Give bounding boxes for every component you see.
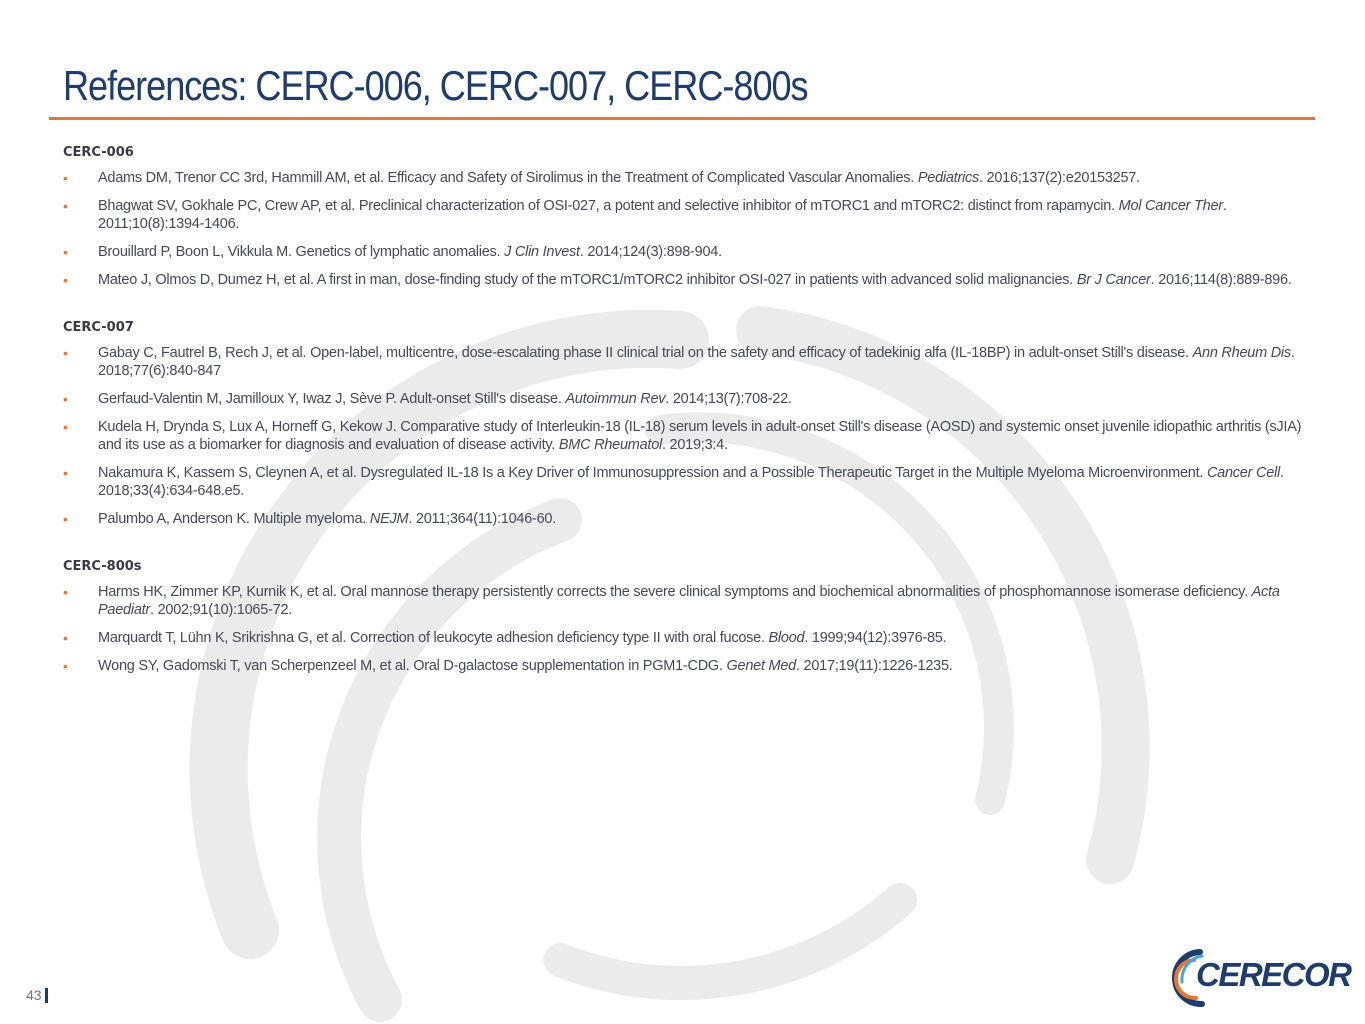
journal-name: Cancer Cell — [1206, 465, 1280, 481]
citation-details: . 2002;91(10):1065-72. — [150, 602, 293, 618]
reference-text: Adams DM, Trenor CC 3rd, Hammill AM, et al. Efficacy and Safety of Sirolimus in the Treatment of Complicated Vascular Anomalies. — [98, 170, 918, 186]
citation-details: . 2019;3:4. — [661, 437, 728, 453]
page-number-bar — [45, 988, 48, 1003]
reference-item — [63, 629, 1303, 647]
reference-section — [63, 143, 1303, 289]
reference-text: Palumbo A, Anderson K. Multiple myeloma. — [98, 511, 370, 527]
journal-name: Mol Cancer Ther — [1118, 198, 1223, 214]
references-content — [63, 143, 1303, 704]
citation-details: . 2018;77(6):840-847 — [98, 345, 1295, 379]
journal-name: NEJM — [369, 511, 409, 527]
citation-details: . 2017;19(11):1226-1235. — [796, 658, 953, 674]
journal-name: BMC Rheumatol — [558, 437, 662, 453]
reference-item — [63, 271, 1303, 289]
reference-list — [63, 583, 1303, 675]
citation-details: . 2011;364(11):1046-60. — [408, 511, 557, 527]
citation-details: . 2016;114(8):889-896. — [1150, 272, 1292, 288]
reference-item — [63, 510, 1303, 528]
journal-name: Autoimmun Rev — [565, 391, 666, 407]
journal-name: Genet Med — [726, 658, 796, 674]
reference-text: Marquardt T, Lühn K, Srikrishna G, et al. Correction of leukocyte adhesion deficiency type II with oral fucose. — [98, 630, 769, 646]
citation-details: . 2016;137(2):e20153257. — [979, 170, 1140, 186]
reference-text: Brouillard P, Boon L, Vikkula M. Genetics of lymphatic anomalies. — [98, 244, 505, 260]
reference-section — [63, 557, 1303, 675]
page-title: References: CERC-006, CERC-007, CERC-800s — [63, 62, 808, 109]
title-divider — [49, 117, 1315, 120]
reference-item — [63, 197, 1303, 233]
reference-item — [63, 657, 1303, 675]
section-heading: CERC-007 — [63, 320, 134, 335]
logo-wordmark: CERECOR — [1196, 956, 1351, 993]
reference-item — [63, 344, 1303, 380]
citation-details: . 2014;13(7):708-22. — [665, 391, 792, 407]
journal-name: Ann Rheum Dis — [1192, 345, 1291, 361]
reference-item — [63, 169, 1303, 187]
reference-text: Bhagwat SV, Gokhale PC, Crew AP, et al. Preclinical characterization of OSI-027, a potent and selective inhibitor of mTORC1 and mTORC2: distinct from rapamycin. — [98, 198, 1119, 214]
reference-text: Mateo J, Olmos D, Dumez H, et al. A first in man, dose-finding study of the mTORC1/mTORC2 inhibitor OSI-027 in patients with advanced solid malignancies. — [98, 272, 1077, 288]
reference-item — [63, 418, 1303, 454]
cerecor-logo — [1172, 946, 1351, 1008]
reference-section — [63, 318, 1303, 528]
reference-item — [63, 243, 1303, 261]
journal-name: Br J Cancer — [1076, 272, 1151, 288]
reference-item — [63, 390, 1303, 408]
journal-name: Pediatrics — [917, 170, 979, 186]
reference-text: Harms HK, Zimmer KP, Kurnik K, et al. Oral mannose therapy persistently corrects the severe clinical symptoms and biochemical abnormalities of phosphomannose isomerase deficiency. — [98, 584, 1252, 600]
reference-list — [63, 344, 1303, 528]
section-heading: CERC-006 — [63, 145, 134, 160]
reference-text: Gerfaud-Valentin M, Jamilloux Y, Iwaz J, Sève P. Adult-onset Still's disease. — [98, 391, 566, 407]
reference-text: Wong SY, Gadomski T, van Scherpenzeel M, et al. Oral D-galactose supplementation in PGM1-CDG. — [98, 658, 727, 674]
reference-item — [63, 464, 1303, 500]
journal-name: Acta Paediatr — [98, 584, 1280, 618]
journal-name: Blood — [768, 630, 805, 646]
citation-details: . 2011;10(8):1394-1406. — [98, 198, 1227, 232]
page-number: 43 — [26, 987, 42, 1003]
section-heading: CERC-800s — [63, 559, 142, 574]
reference-text: Nakamura K, Kassem S, Cleynen A, et al. Dysregulated IL-18 Is a Key Driver of Immunosuppression and a Possible Therapeutic Target in the Multiple Myeloma Microenvironment. — [98, 465, 1207, 481]
reference-text: Gabay C, Fautrel B, Rech J, et al. Open-label, multicentre, dose-escalating phase II clinical trial on the safety and efficacy of tadekinig alfa (IL-18BP) in adult-onset Still's disease. — [98, 345, 1193, 361]
citation-details: . 2014;124(3):898-904. — [579, 244, 722, 260]
citation-details: . 2018;33(4):634-648.e5. — [98, 465, 1284, 499]
reference-item — [63, 583, 1303, 619]
journal-name: J Clin Invest — [504, 244, 580, 260]
reference-list — [63, 169, 1303, 289]
reference-text: Kudela H, Drynda S, Lux A, Horneff G, Kekow J. Comparative study of Interleukin-18 (IL-18) serum levels in adult-onset Still's disease (AOSD) and systemic onset juvenile idiopathic arthritis (sJIA) and its use as a biomarker for diagnosis and evaluation of disease activity. — [98, 419, 1302, 453]
citation-details: . 1999;94(12):3976-85. — [804, 630, 947, 646]
